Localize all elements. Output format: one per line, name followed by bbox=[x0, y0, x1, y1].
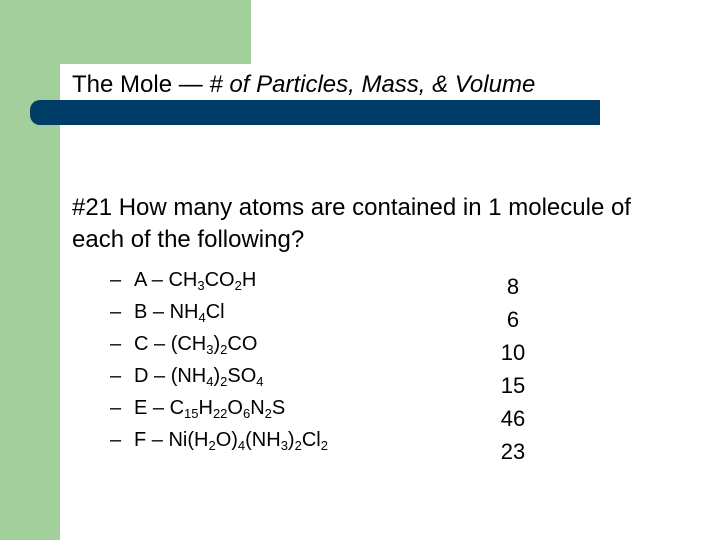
formula-item bbox=[110, 360, 328, 392]
formula-part: ) bbox=[213, 333, 221, 355]
bullet-dash: – bbox=[110, 333, 122, 355]
answer-value: 6 bbox=[506, 307, 520, 332]
formula-subscript: 6 bbox=[242, 406, 251, 421]
answer-value: 46 bbox=[500, 406, 526, 431]
formula-subscript: 3 bbox=[206, 342, 214, 357]
formula-subscript: 4 bbox=[198, 310, 206, 325]
formula-item bbox=[110, 296, 328, 328]
formula-part: Ni(H bbox=[168, 429, 209, 451]
formula-part: H bbox=[241, 269, 257, 291]
formula-item bbox=[110, 424, 328, 456]
answer-value: 23 bbox=[500, 439, 526, 464]
bullet-dash: – bbox=[110, 397, 122, 419]
formula-item bbox=[110, 392, 328, 424]
bullet-dash: – bbox=[110, 269, 122, 291]
formula-part: ) bbox=[213, 365, 221, 387]
bullet-dash: – bbox=[110, 301, 122, 323]
formula-subscript: 3 bbox=[280, 438, 288, 453]
formula-item bbox=[110, 264, 328, 296]
formula-subscript: 2 bbox=[294, 438, 302, 453]
formula-label: C – bbox=[134, 333, 171, 355]
formula-item bbox=[110, 328, 328, 360]
formula-part: CO bbox=[204, 269, 235, 291]
formula-part: (CH bbox=[170, 333, 207, 355]
formula-part: Cl bbox=[301, 429, 321, 451]
formula-label: E – bbox=[134, 397, 170, 419]
formula-part: Cl bbox=[205, 301, 225, 323]
formula-subscript: 2 bbox=[220, 374, 228, 389]
formula-subscript: 15 bbox=[184, 406, 199, 421]
bullet-dash: – bbox=[110, 429, 122, 451]
answer-value: 15 bbox=[500, 373, 526, 398]
formula-part: O) bbox=[215, 429, 238, 451]
formula-part: NH bbox=[169, 301, 199, 323]
formula-part: (NH bbox=[245, 429, 281, 451]
formula-subscript: 4 bbox=[206, 374, 214, 389]
formula-subscript: 4 bbox=[256, 374, 264, 389]
formula-part: SO bbox=[227, 365, 257, 387]
formula-subscript: 4 bbox=[237, 438, 246, 453]
formula-part: CO bbox=[227, 333, 258, 355]
title-rest: # of Particles, Mass, & Volume bbox=[209, 71, 536, 98]
page-title bbox=[72, 70, 535, 100]
formula-subscript: 22 bbox=[212, 406, 228, 421]
formula-part: O bbox=[227, 397, 243, 419]
formula-part: C bbox=[169, 397, 185, 419]
answer-list bbox=[492, 270, 534, 468]
formula-list bbox=[110, 264, 328, 456]
formula-part: CH bbox=[168, 269, 198, 291]
formula-part: S bbox=[271, 397, 286, 419]
formula-subscript: 2 bbox=[208, 438, 216, 453]
formula-part: (NH bbox=[170, 365, 207, 387]
answer-value: 10 bbox=[500, 340, 526, 365]
formula-subscript: 2 bbox=[220, 342, 228, 357]
bullet-dash: – bbox=[110, 365, 122, 387]
formula-part: N bbox=[250, 397, 265, 419]
formula-subscript: 2 bbox=[320, 438, 328, 453]
formula-part: H bbox=[198, 397, 213, 419]
formula-subscript: 3 bbox=[197, 278, 205, 293]
answer-value: 8 bbox=[506, 274, 520, 299]
title-underline-bar bbox=[30, 100, 600, 125]
title-separator: — bbox=[172, 71, 210, 98]
formula-subscript: 2 bbox=[234, 278, 242, 293]
question-text: #21 How many atoms are contained in 1 molecule of each of the following? bbox=[72, 194, 631, 253]
formula-label: D – bbox=[134, 365, 171, 387]
formula-label: F – bbox=[134, 429, 169, 451]
formula-subscript: 2 bbox=[264, 406, 272, 421]
formula-label: A – bbox=[134, 269, 169, 291]
title-main: The Mole bbox=[72, 71, 173, 98]
formula-label: B – bbox=[134, 301, 170, 323]
formula-part: ) bbox=[287, 429, 295, 451]
